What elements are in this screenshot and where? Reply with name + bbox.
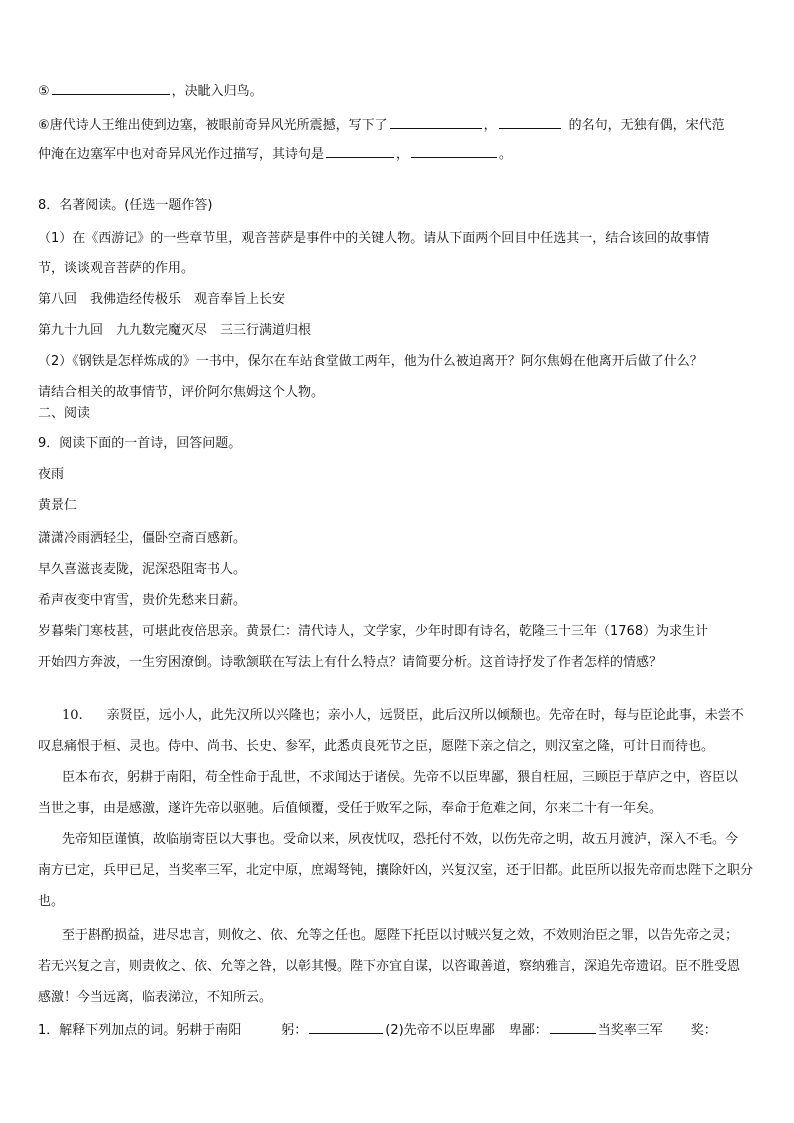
poem-line: 岁暮柴门寒枝甚，可堪此夜倍思亲。 xyxy=(38,624,247,639)
q9-note-line2: 开始四方奔波，一生穷困潦倒。诗歌颔联在写法上有什么特点？请简要分析。这首诗抒发了作者怎样的情感？ xyxy=(38,655,663,670)
poem-line: 早久喜滋丧麦陇，泥深恐阻寄书人。 xyxy=(38,562,247,577)
line-text: 躬： xyxy=(281,1023,308,1038)
q10-p4-line1: 至于斟酌损益，进尽忠言，则攸之、依、允等之任也。愿陛下托臣以讨贼兴复之效，不效则治臣之罪，以告先帝之灵； xyxy=(62,928,739,943)
q10-p1-line2: 叹息痛恨于桓、灵也。侍中、尚书、长史、参军，此悉贞良死节之臣，愿陛下亲之信之，则汉室之隆，可计日而待也。 xyxy=(38,739,715,754)
q8-part2-line2: 请结合相关的故事情节，评价阿尔焦姆这个人物。 xyxy=(38,385,325,400)
q9-prompt: 9．阅读下面的一首诗，回答问题。 xyxy=(38,436,242,451)
author-note: 黄景仁：清代诗人，文学家，少年时即有诗名，乾隆三十三年（1768）为求生计 xyxy=(246,624,709,639)
answer-blank[interactable] xyxy=(411,145,497,158)
q10-p1-line1 xyxy=(62,707,744,725)
answer-blank[interactable] xyxy=(499,116,561,129)
q10-p4-line2: 若无兴复之言，则责攸之、依、允等之咎，以彰其慢。陛下亦宜自谋，以咨诹善道，察纳雅言，深追先帝遗诏。臣不胜受恩 xyxy=(38,959,741,974)
line-text: 。 xyxy=(499,147,513,162)
q9-note-line1 xyxy=(38,623,708,641)
poem-author: 黄景仁 xyxy=(38,498,78,513)
q7-item5 xyxy=(38,82,263,101)
q10-p3-line1: 先帝知臣谨慎，故临崩寄臣以大事也。受命以来，夙夜忧叹，恐托付不效，以伤先帝之明，故五月渡泸，深入不毛。今 xyxy=(62,832,739,847)
q8-title: 8．名著阅读。(任选一题作答) xyxy=(38,198,213,213)
q10-p2-line2: 当世之事，由是感激，遂许先帝以驱驰。后值倾覆，受任于败军之际，奉命于危难之间，尔来二十有一年矣。 xyxy=(38,801,663,816)
q8-part2-line1: （2）《钢铁是怎样炼成的》一书中，保尔在车站食堂做工两年，他为什么被迫离开？阿尔焦姆在他离开后做了什么？ xyxy=(38,354,703,369)
q10-p4-line3: 感激！今当远离，临表涕泣，不知所云。 xyxy=(38,990,273,1005)
line-text: 奖： xyxy=(690,1023,717,1038)
section-title: 二、阅读 xyxy=(38,406,91,421)
answer-blank[interactable] xyxy=(550,1021,596,1034)
answer-blank[interactable] xyxy=(52,82,170,95)
answer-blank[interactable] xyxy=(309,1021,383,1034)
poem-line: 潇潇冷雨洒轻尘，僵卧空斋百感新。 xyxy=(38,531,247,546)
answer-blank[interactable] xyxy=(390,116,482,129)
poem-line: 希声夜变中宵雪，贵价先愁来日薪。 xyxy=(38,593,247,608)
line-text: 仲淹在边塞军中也对奇异风光作过描写，其诗句是 xyxy=(38,147,325,162)
line-text: 卑鄙： xyxy=(508,1023,548,1038)
item-number: ⑤ xyxy=(38,84,50,99)
line-text: ， xyxy=(483,118,497,133)
answer-blank[interactable] xyxy=(326,145,394,158)
line-text: (2)先帝不以臣卑鄙 xyxy=(385,1023,495,1038)
line-text: 当奖率三军 xyxy=(597,1023,663,1038)
poem-title: 夜雨 xyxy=(38,467,65,482)
line-text: ，决眦入归鸟。 xyxy=(171,84,263,99)
q10-p2-line1: 臣本布衣，躬耕于南阳，苟全性命于乱世，不求闻达于诸侯。先帝不以臣卑鄙，猥自枉屈，三顾臣于草庐之中，咨臣以 xyxy=(62,770,739,785)
q8-chapter-a: 第八回 我佛造经传极乐 观音奉旨上长安 xyxy=(38,292,286,307)
q8-part1-line2: 节，谈谈观音菩萨的作用。 xyxy=(38,261,195,276)
q7-item6-line2 xyxy=(38,145,512,164)
q10-p3-line2: 南方已定，兵甲已足，当奖率三军，北定中原，庶竭驽钝，攘除奸凶，兴复汉室，还于旧都。此臣所以报先帝而忠陛下之职分 xyxy=(38,863,754,878)
q7-item6-line1 xyxy=(38,116,725,135)
line-text: ， xyxy=(396,147,410,162)
passage-text: 亲贤臣，远小人，此先汉所以兴隆也；亲小人，远贤臣，此后汉所以倾颓也。先帝在时，每与臣论此事，未尝不 xyxy=(106,708,744,723)
q10-p3-line3: 也。 xyxy=(38,894,65,909)
q8-chapter-b: 第九十九回 九九数完魔灭尽 三三行满道归根 xyxy=(38,323,312,338)
q10-sub1 xyxy=(38,1021,717,1040)
question-number: 10. xyxy=(62,708,83,723)
line-text: ⑥唐代诗人王维出使到边塞，被眼前奇异风光所震撼，写下了 xyxy=(38,118,388,133)
line-text: 1．解释下列加点的词。躬耕于南阳 xyxy=(38,1023,242,1038)
line-text: 的名句，无独有偶，宋代范 xyxy=(568,118,725,133)
q8-part1-line1: （1）在《西游记》的一些章节里，观音菩萨是事件中的关键人物。请从下面两个回目中任选其一，结合该回的故事情 xyxy=(38,231,710,246)
